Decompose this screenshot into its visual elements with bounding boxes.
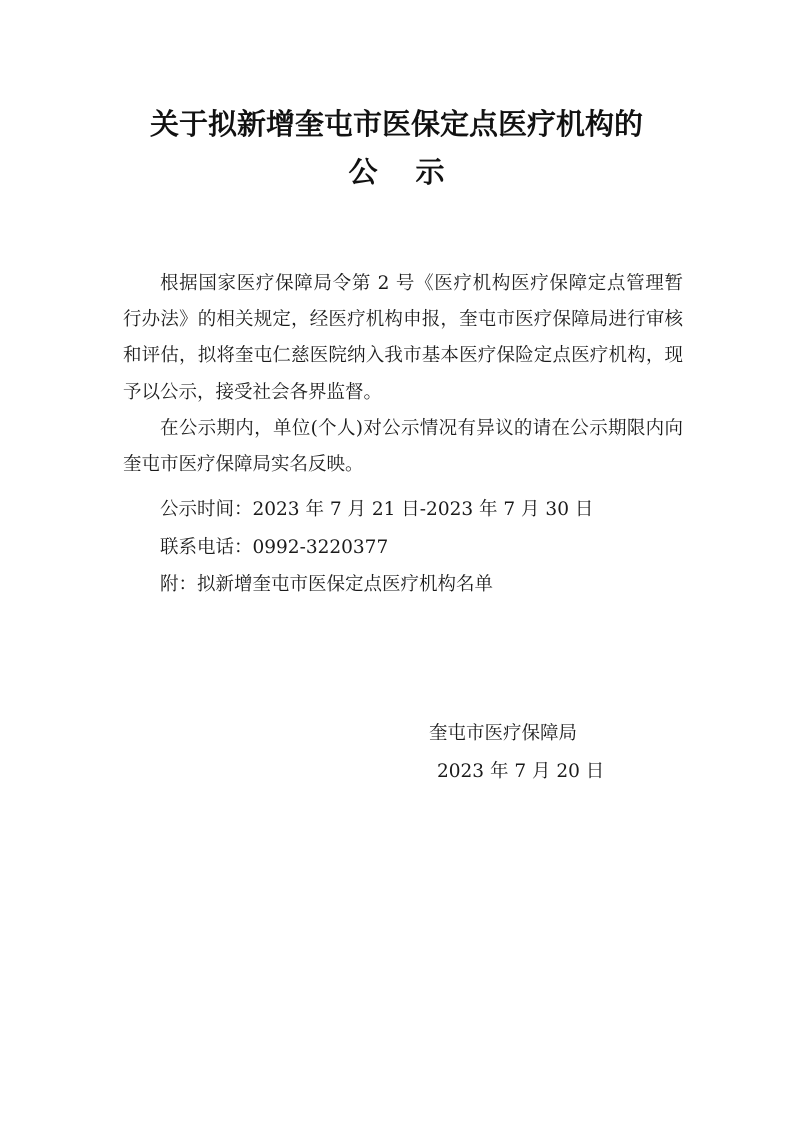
signature-date: 2023 年 7 月 20 日 bbox=[437, 761, 605, 782]
notice-period: 公示时间：2023 年 7 月 21 日-2023 年 7 月 30 日 bbox=[160, 499, 594, 520]
contact-phone: 联系电话：0992-3220377 bbox=[160, 537, 389, 558]
document-title-subline bbox=[0, 152, 793, 192]
document-body bbox=[123, 266, 683, 483]
title-char-gong: 公 bbox=[348, 155, 378, 189]
paragraph-objection: 在公示期内，单位(个人)对公示情况有异议的请在公示期限内向奎屯市医疗保障局实名反映。 bbox=[123, 417, 683, 476]
paragraph-main: 根据国家医疗保障局令第 2 号《医疗机构医疗保障定点管理暂行办法》的相关规定，经医疗机构申报，奎屯市医疗保障局进行审核和评估，拟将奎屯仁慈医院纳入我市基本医疗保险定点医疗机构，现予以公示，接受社会各界监督。 bbox=[123, 273, 683, 403]
title-char-shi: 示 bbox=[415, 155, 445, 189]
document-title: 关于拟新增奎屯市医保定点医疗机构的 bbox=[149, 107, 643, 141]
signature-organization: 奎屯市医疗保障局 bbox=[429, 723, 578, 744]
attachment-note: 附：拟新增奎屯市医保定点医疗机构名单 bbox=[160, 574, 494, 595]
